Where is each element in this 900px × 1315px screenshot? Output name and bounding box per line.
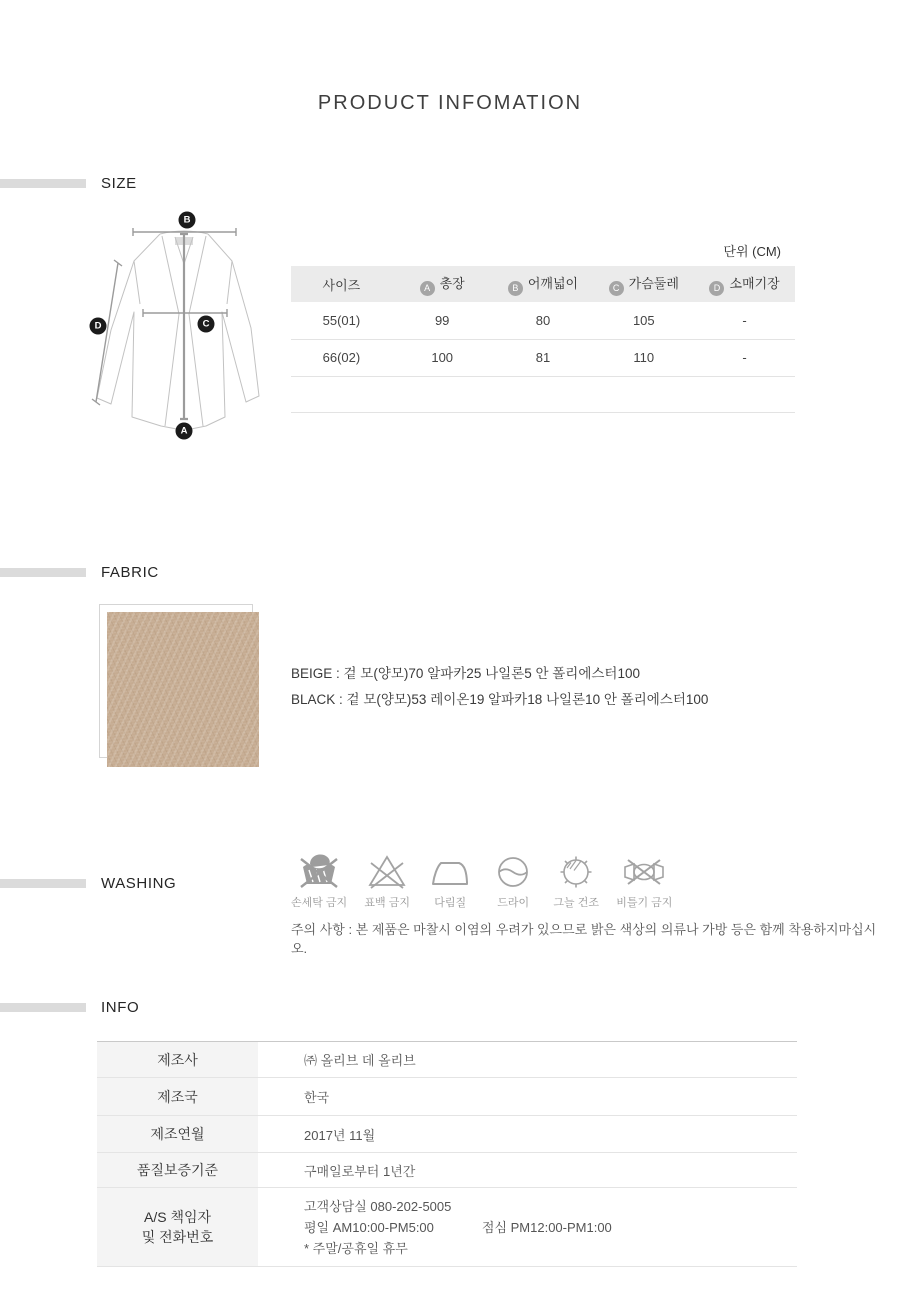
care-item-dryclean [490,851,536,910]
badge-a: A [420,281,435,296]
care-label: 다림질 [434,897,467,909]
coat-measurement-diagram [88,204,268,444]
care-label: 드라이 [497,897,530,909]
fabric-section-title: FABRIC [101,563,159,581]
info-value: 구매일로부터 1년간 [258,1153,797,1188]
as-holiday-note: * 주말/공휴일 휴무 [304,1240,408,1256]
info-value: 한국 [258,1078,797,1116]
coat-diagram-svg [88,204,268,444]
size-section-title: SIZE [101,174,137,192]
info-label [97,1188,258,1267]
info-section-header [0,996,139,1018]
section-bar [0,879,86,888]
no-bleach-icon [365,851,409,891]
as-lunch-hours: 점심 PM12:00-PM1:00 [481,1219,612,1235]
no-wring-icon [622,851,666,891]
cell: 110 [593,339,694,376]
info-section-title: INFO [101,998,140,1016]
as-label-line1: A/S 책임자 [143,1209,212,1225]
size-unit-label: 단위 (CM) [723,244,781,259]
cell: 81 [493,339,594,376]
care-item-no-bleach [364,851,410,910]
cell: - [694,302,795,339]
info-row-country [97,1078,797,1116]
col-total-length: A 총장 [392,266,493,302]
info-value: 2017년 11월 [258,1116,797,1153]
col-sleeve: D 소매기장 [694,266,795,302]
washing-section-header [0,872,176,894]
cell: 66(02) [291,339,392,376]
info-label: 제조연월 [97,1116,258,1153]
info-label: 제조사 [97,1042,258,1078]
coat-outline [94,231,259,430]
fabric-line-beige: BEIGE : 겉 모(양모)70 알파카25 나일론5 안 폴리에스터100 [291,666,640,681]
marker-d: D [94,320,102,332]
page-title: PRODUCT INFOMATION [317,92,583,114]
size-row-66 [291,339,795,376]
iron-icon [428,851,472,891]
as-weekday-hours: 평일 AM10:00-PM5:00 [304,1219,434,1235]
care-label: 손세탁 금지 [291,897,348,909]
badge-c: C [609,281,624,296]
care-label: 표백 금지 [364,897,410,909]
cell: 80 [493,302,594,339]
washing-caution-text: 주의 사항 : 본 제품은 마찰시 이염의 우려가 있으므로 밝은 색상의 의류나 가방 등은 함께 착용하지마십시오. [291,922,877,956]
col-shoulder: B 어깨넓이 [493,266,594,302]
marker-c: C [202,318,210,330]
badge-b: B [508,281,523,296]
fabric-composition [291,661,708,713]
info-row-date [97,1116,797,1153]
care-label: 그늘 건조 [553,897,599,909]
size-row-55 [291,302,795,339]
size-row-empty [291,376,795,412]
info-row-warranty [97,1153,797,1188]
section-bar [0,179,86,188]
cell: 55(01) [291,302,392,339]
info-label: 품질보증기준 [97,1153,258,1188]
fabric-line-black: BLACK : 겉 모(양모)53 레이온19 알파카18 나일론10 안 폴리에스터100 [291,692,709,707]
section-bar [0,568,86,577]
size-section-header [0,172,137,194]
info-label: 제조국 [97,1078,258,1116]
care-item-iron [427,851,473,910]
info-row-manufacturer [97,1042,797,1078]
info-value [258,1188,797,1267]
no-handwash-icon [297,851,341,891]
care-item-no-handwash [291,851,347,910]
col-size: 사이즈 [291,266,392,302]
cell: 100 [392,339,493,376]
info-table [97,1041,797,1267]
cell: 105 [593,302,694,339]
fabric-section-header [0,561,159,583]
marker-b: B [183,214,191,226]
size-table-header [291,266,795,302]
col-chest: C 가슴둘레 [593,266,694,302]
size-table [291,266,795,413]
info-value: ㈜ 올리브 데 올리브 [258,1042,797,1078]
marker-a: A [180,425,188,437]
washing-section-title: WASHING [101,874,177,892]
as-label-line2: 및 전화번호 [141,1229,214,1245]
section-bar [0,1003,86,1012]
care-label: 비틀기 금지 [616,897,673,909]
cell: - [694,339,795,376]
fabric-swatch-image [107,612,259,767]
dryclean-icon [491,851,535,891]
badge-d: D [709,281,724,296]
care-item-shade-dry [553,851,599,910]
shade-dry-icon [554,851,598,891]
cell: 99 [392,302,493,339]
care-item-no-wring [616,851,672,910]
care-icons-row [291,851,672,910]
as-phone: 고객상담실 080-202-5005 [304,1198,452,1214]
as-hours [304,1217,797,1238]
info-row-as-contact [97,1188,797,1267]
